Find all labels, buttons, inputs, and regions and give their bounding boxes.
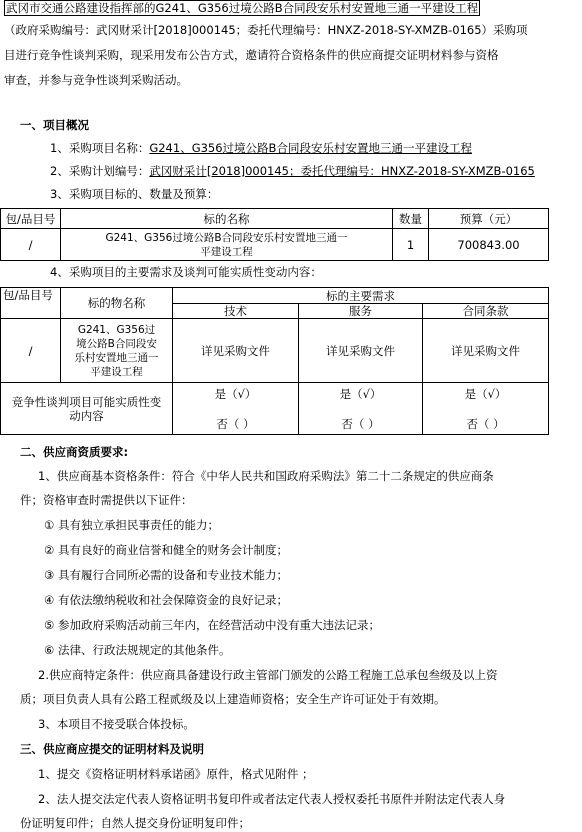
- option-yes: 是（√）: [339, 386, 382, 401]
- condition-5: ⑤ 参加政府采购活动前三年内，在经营活动中没有重大违法记录；: [44, 618, 380, 632]
- item-project-name-value: G241、G356过境公路B合同段安乐村安置地三通一平建设工程: [149, 141, 472, 155]
- intro-line-3: 目进行竞争性谈判采购，现采用发布公告方式，邀请符合资格条件的供应商提交证明材料参与资格: [4, 48, 499, 62]
- cell-budget: 700843.00: [429, 229, 549, 261]
- col-header-subject: 标的名称: [61, 209, 393, 229]
- project-owner-highlight: 武冈市交通公路建设指挥部的G241、G356过境公路B合同段安乐村安置地三通一平建设工程: [6, 1, 479, 15]
- condition-1: ① 具有独立承担民事责任的能力；: [44, 518, 219, 532]
- intro-line-2: （政府采购编号：武冈财采计[2018]000145；委托代理编号：HNXZ-2018-SY-XMZB-0165）采购项: [4, 23, 528, 37]
- col-header-main-requirements: 标的主要需求: [173, 288, 549, 304]
- budget-table: [0, 208, 549, 261]
- col-header-quantity: 数量: [393, 209, 429, 229]
- cell-technology-change: [173, 383, 299, 435]
- cell-quantity: 1: [393, 229, 429, 261]
- condition-4: ④ 有依法缴纳税收和社会保障资金的良好记录；: [44, 593, 288, 607]
- col-header-technology: 技术: [173, 304, 299, 319]
- intro-line-4: 审查，并参与竞争性谈判采购活动。: [4, 73, 188, 87]
- material-2: 2、法人提交法定代表人资格证明书复印件或者法定代表人授权委托书原件并附法定代表人身: [38, 792, 506, 806]
- col-header-subject-name: 标的物名称: [61, 288, 173, 319]
- item-plan-number: [50, 163, 535, 179]
- item-plan-number-value: 武冈财采计[2018]000145；委托代理编号：HNXZ-2018-SY-XMZB-0165: [149, 164, 535, 178]
- option-no: 否（ ）: [216, 416, 255, 431]
- item-project-name: [50, 140, 472, 156]
- item-requirements-heading: 4、采购项目的主要需求及谈判可能实质性变动内容：: [50, 265, 322, 279]
- section-2-title: 二、供应商资质要求:: [20, 445, 129, 459]
- item-plan-number-label: 2、采购计划编号：: [50, 164, 150, 178]
- material-1: 1、提交《资格证明材料承诺函》原件，格式见附件 ；: [38, 767, 314, 781]
- condition-2: ② 具有良好的商业信誉和健全的财务会计制度；: [44, 543, 288, 557]
- requirements-header-row: [1, 288, 549, 304]
- table-row: [1, 229, 549, 261]
- requirements-table: [0, 287, 549, 435]
- cell-technology: 详见采购文件: [173, 319, 299, 383]
- qualification-specific-cont: 质；项目负责人具有公路工程贰级及以上建造师资格；安全生产许可证处于有效期。: [20, 692, 446, 706]
- table-row: [1, 319, 549, 383]
- item-project-name-label: 1、采购项目名称：: [50, 141, 150, 155]
- col-header-package: 包/品目号: [1, 209, 61, 229]
- table-row: [1, 383, 549, 435]
- col-header-package: 包/品目号: [1, 288, 61, 319]
- cell-contract-change: [423, 383, 549, 435]
- cell-service-change: [299, 383, 423, 435]
- col-header-contract-terms: 合同条款: [423, 304, 549, 319]
- cell-substantive-change-label: 竞争性谈判项目可能实质性变动内容: [1, 383, 173, 435]
- cell-package: /: [1, 229, 61, 261]
- cell-service: 详见采购文件: [299, 319, 423, 383]
- option-yes: 是（√）: [464, 386, 507, 401]
- cell-package: /: [1, 319, 61, 383]
- qualification-specific: 2.供应商特定条件：供应商具备建设行政主管部门颁发的公路工程施工总承包叁级及以上资: [38, 668, 498, 682]
- cell-contract-terms: 详见采购文件: [423, 319, 549, 383]
- condition-6: ⑥ 法律、行政法规规定的其他条件。: [44, 643, 231, 657]
- section-1-title: 一、项目概况: [20, 118, 89, 132]
- qualification-basic: 1、供应商基本资格条件：符合《中华人民共和国政府采购法》第二十二条规定的供应商条: [38, 469, 494, 483]
- condition-3: ③ 具有履行合同所必需的设备和专业技术能力；: [44, 568, 288, 582]
- intro-line-1: [4, 0, 480, 16]
- col-header-budget: 预算（元）: [429, 209, 549, 229]
- qualification-basic-cont: 件；资格审查时需提供以下证件：: [20, 493, 193, 507]
- section-3-title: 三、供应商应提交的证明材料及说明: [20, 742, 204, 756]
- option-no: 否（ ）: [341, 416, 380, 431]
- no-consortium-note: 3、本项目不接受联合体投标。: [38, 717, 195, 731]
- option-yes: 是（√）: [214, 386, 257, 401]
- cell-subject: G241、G356过境公路B合同段安乐村安置地三通一平建设工程: [61, 229, 393, 261]
- col-header-service: 服务: [299, 304, 423, 319]
- option-no: 否（ ）: [466, 416, 505, 431]
- cell-subject-name: G241、G356过境公路B合同段安乐村安置地三通一平建设工程: [61, 319, 173, 383]
- material-2-cont: 份证明复印件；自然人提交身份证明复印件；: [20, 816, 250, 830]
- budget-table-header: [1, 209, 549, 229]
- item-budget-heading: 3、采购项目标的、数量及预算：: [50, 187, 219, 201]
